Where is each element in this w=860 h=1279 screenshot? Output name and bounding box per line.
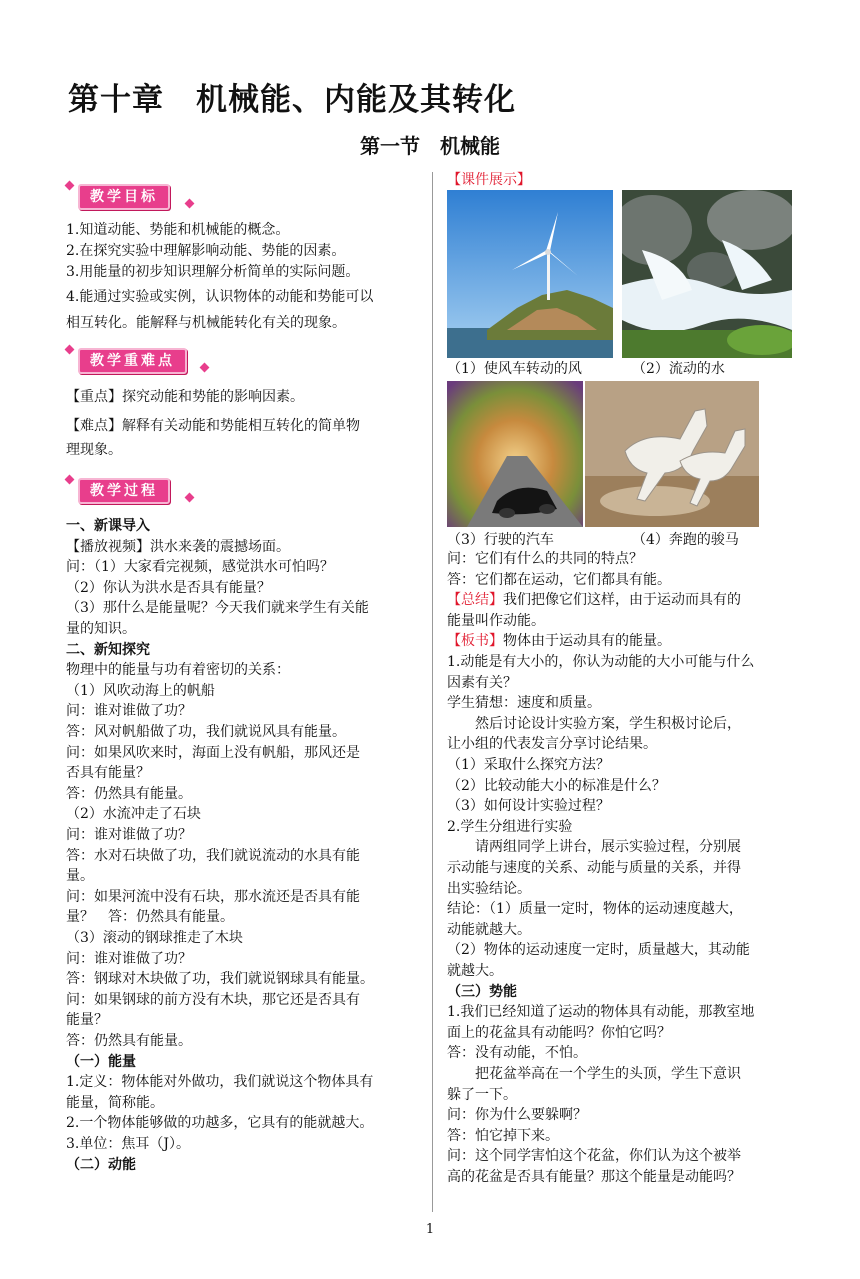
wind-turbine-photo <box>447 190 613 358</box>
left-lines-line: 【播放视频】洪水来袭的震撼场面。 <box>66 538 290 555</box>
right-lines-line: 动能就越大。 <box>447 921 531 938</box>
left-lines-line: 能量，简称能。 <box>66 1094 164 1111</box>
right-lines-line: 问：这个同学害怕这个花盆，你们认为这个被举 <box>447 1148 741 1165</box>
waterfall-photo <box>622 190 792 358</box>
right-lines-line: 出实验结论。 <box>447 880 531 897</box>
right-lines-line: （三）势能 <box>447 983 517 1000</box>
left-lines-line: （3）那什么是能量呢？今天我们就来学生有关能 <box>66 600 369 617</box>
right-lines-line: 学生猜想：速度和质量。 <box>447 695 601 712</box>
right-lines-line: 请两组同学上讲台，展示实验过程，分别展 <box>447 839 741 856</box>
right-lines-line: 让小组的代表发言分享讨论结果。 <box>447 736 657 753</box>
section-title: 第一节 机械能 <box>360 134 500 158</box>
racing-car-photo <box>447 381 583 527</box>
objectives-line: 4.能通过实验或实例，认识物体的动能和势能可以 <box>66 289 374 305</box>
key-points-line: 理现象。 <box>66 442 122 458</box>
left-lines-line: 答：风对帆船做了功，我们就说风具有能量。 <box>66 724 346 740</box>
left-lines-line: 答：仍然具有能量。 <box>66 1033 192 1049</box>
left-lines-line: 量。 <box>66 868 94 885</box>
right-lines-line: （2）物体的运动速度一定时，质量越大，其动能 <box>447 942 750 959</box>
right-lines-line: 2.学生分组进行实验 <box>447 818 573 835</box>
right-lines-line: 答：怕它掉下来。 <box>447 1127 559 1144</box>
right-lines-line: （3）如何设计实验过程？ <box>447 798 610 815</box>
right-lines-line: 1.动能是有大小的，你认为动能的大小可能与什么 <box>447 654 755 670</box>
right-lines-line: 高的花盆是否具有能量？那这个能量是动能吗？ <box>447 1169 741 1185</box>
left-lines-line: 问：谁对谁做了功？ <box>66 827 192 843</box>
left-lines-line: 答：水对石块做了功，我们就说流动的水具有能 <box>66 847 360 864</box>
left-lines-line: 否具有能量？ <box>66 765 150 782</box>
right-lines-line: 【总结】我们把像它们这样，由于运动而具有的 <box>447 592 741 609</box>
objectives-line: 1.知道动能、势能和机械能的概念。 <box>66 222 290 238</box>
right-lines-line: 把花盆举高在一个学生的头顶，学生下意识 <box>447 1066 741 1082</box>
left-lines-line: 答：钢球对木块做了功，我们就说钢球具有能量。 <box>66 971 374 988</box>
left-lines-line: 问：谁对谁做了功？ <box>66 703 192 720</box>
objectives-line: 2.在探究实验中理解影响动能、势能的因素。 <box>66 243 346 259</box>
right-lines-line: 问：你为什么要躲啊？ <box>447 1107 587 1124</box>
right-lines-line: 躲了一下。 <box>447 1086 517 1103</box>
left-lines-line: 能量？ <box>66 1012 108 1029</box>
courseware-label: 【课件展示】 <box>447 172 531 188</box>
chapter-title: 第十章 机械能、内能及其转化 <box>68 82 516 118</box>
left-lines-line: 问：如果风吹来时，海面上没有帆船，那风还是 <box>66 744 360 761</box>
left-lines-line: 2.一个物体能够做的功越多，它具有的能就越大。 <box>66 1115 374 1132</box>
left-lines-line: 问：谁对谁做了功？ <box>66 950 192 967</box>
right-lines-line: （1）采取什么探究方法？ <box>447 757 610 773</box>
left-lines-line: 量？ 答：仍然具有能量。 <box>66 909 234 926</box>
left-lines-line: 1.定义：物体能对外做功，我们就说这个物体具有 <box>66 1074 374 1091</box>
page-number: 1 <box>425 1222 435 1237</box>
left-lines-line: （2）水流冲走了石块 <box>66 806 201 823</box>
left-lines-line: 问：如果钢球的前方没有木块，那它还是否具有 <box>66 991 360 1008</box>
left-lines-line: 二、新知探究 <box>66 641 150 658</box>
right-lines-line: 答：它们都在运动，它们都具有能。 <box>447 571 671 588</box>
key-points-line: 【难点】解释有关动能和势能相互转化的简单物 <box>66 418 360 434</box>
caption-water: （2）流动的水 <box>632 361 725 377</box>
right-lines-line: 结论：（1）质量一定时，物体的运动速度越大， <box>447 901 743 918</box>
right-lines-line: 因素有关？ <box>447 674 517 691</box>
key-points-line: 【重点】探究动能和势能的影响因素。 <box>66 389 304 405</box>
left-lines-line: （3）滚动的钢球推走了木块 <box>66 930 243 946</box>
left-lines-line: 问：如果河流中没有石块，那水流还是否具有能 <box>66 888 360 905</box>
left-lines-line: （1）风吹动海上的帆船 <box>66 682 215 699</box>
right-lines-line: 面上的花盆具有动能吗？你怕它吗？ <box>447 1024 671 1041</box>
right-lines-line: 然后讨论设计实验方案，学生积极讨论后， <box>447 715 741 732</box>
right-lines-line: 问：它们有什么的共同的特点？ <box>447 551 643 567</box>
right-lines-line: 【板书】物体由于运动具有的能量。 <box>447 633 671 650</box>
left-lines-line: 3.单位：焦耳（J）。 <box>66 1136 190 1152</box>
column-divider <box>432 172 433 1212</box>
left-lines-line: 量的知识。 <box>66 621 136 637</box>
caption-car: （3）行驶的汽车 <box>447 532 554 548</box>
objectives-line: 3.用能量的初步知识理解分析简单的实际问题。 <box>66 264 360 280</box>
left-lines-line: （二）动能 <box>66 1156 136 1173</box>
left-lines-line: （2）你认为洪水是否具有能量？ <box>66 579 271 596</box>
caption-horse: （4）奔跑的骏马 <box>632 532 739 548</box>
objectives-line: 相互转化。能解释与机械能转化有关的现象。 <box>66 315 346 331</box>
left-lines-line: 问：（1）大家看完视频，感觉洪水可怕吗？ <box>66 559 334 576</box>
right-lines-line: 1.我们已经知道了运动的物体具有动能，那教室地 <box>447 1004 755 1021</box>
right-lines-line: 能量叫作动能。 <box>447 612 545 629</box>
right-lines-line: 示动能与速度的关系、动能与质量的关系，并得 <box>447 860 741 876</box>
left-lines-line: （一）能量 <box>66 1053 136 1070</box>
caption-wind: （1）使风车转动的风 <box>447 361 582 377</box>
left-lines-line: 答：仍然具有能量。 <box>66 785 192 802</box>
horses-photo <box>585 381 759 527</box>
left-lines-line: 一、新课导入 <box>66 518 150 534</box>
right-lines-line: 就越大。 <box>447 963 503 979</box>
right-lines-line: （2）比较动能大小的标准是什么？ <box>447 777 666 794</box>
right-lines-line: 答：没有动能，不怕。 <box>447 1045 587 1062</box>
left-lines-line: 物理中的能量与功有着密切的关系： <box>66 662 290 679</box>
